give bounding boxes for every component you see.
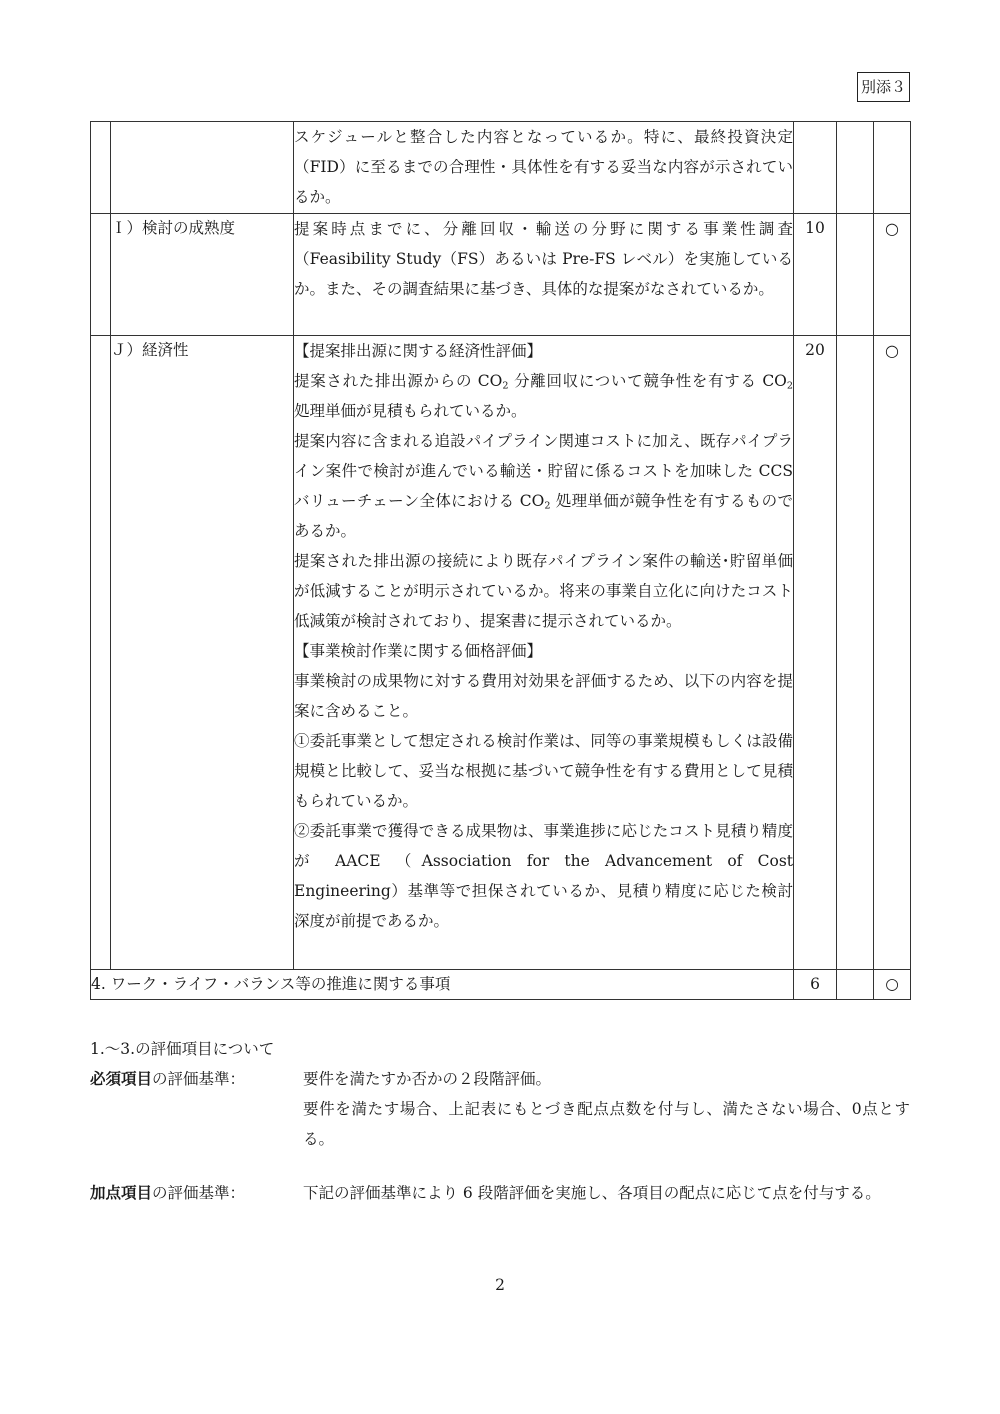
notes-intro: 1.～3.の評価項目について bbox=[90, 1040, 275, 1058]
criteria-text: スケジュールと整合した内容となっているか。特に、最終投資決定（FID）に至るまでの合理性・具体性を有する妥当な内容が示されているか。 bbox=[294, 128, 793, 206]
criteria-text: 提案時点までに、分離回収・輸送の分野に関する事業性調査（Feasibility Study（FS）あるいは Pre-FS レベル）を実施しているか。また、その調査結果に基づき、具体的な提案がなされているか。 bbox=[294, 220, 793, 298]
mandatory-criteria bbox=[90, 1064, 920, 1154]
indent-cell bbox=[91, 122, 111, 214]
criteria-paragraph: 提案内容に含まれる追設パイプライン関連コストに加え、既存パイプライン案件で検討が進んでいる輸送・貯留に係るコストを加味した CCS バリューチェーン全体における $CO_2$ 処理単価が競争性を有するものであるか。 bbox=[294, 432, 793, 540]
mandatory-label: 必須項目の評価基準： bbox=[90, 1069, 246, 1088]
mandatory-description: 要件を満たすか否かの２段階評価。 要件を満たす場合、上記表にもとづき配点点数を付与し、満たさない場合、0点とする。 bbox=[303, 1070, 910, 1148]
criteria-paragraph: ①委託事業として想定される検討作業は、同等の事業規模もしくは設備規模と比較して、妥当な根拠に基づいて競争性を有する費用として見積もられているか。 bbox=[294, 732, 793, 810]
mandatory-cell bbox=[837, 122, 874, 214]
criteria-cell bbox=[294, 214, 794, 336]
criteria-cell bbox=[294, 336, 794, 970]
indent-cell bbox=[91, 336, 111, 970]
criteria-paragraph: 提案された排出源からの $CO_2$ 分離回収について競争性を有する $CO_2$ 処理単価が見積もられているか。 bbox=[294, 372, 793, 420]
criteria-heading: 【提案排出源に関する経済性評価】 bbox=[294, 342, 543, 360]
bonus-description: 下記の評価基準により 6 段階評価を実施し、各項目の配点に応じて点を付与する。 bbox=[303, 1184, 881, 1202]
criteria-cell bbox=[294, 122, 794, 214]
table-row-h-continued bbox=[91, 122, 911, 214]
bonus-mark: ○ bbox=[874, 336, 911, 970]
table-row-j bbox=[91, 336, 911, 970]
bonus-cell bbox=[874, 122, 911, 214]
bonus-mark: ○ bbox=[874, 214, 911, 336]
annex-label: 別添３ bbox=[857, 72, 910, 102]
page-number: 2 bbox=[495, 1276, 505, 1294]
item-label: Ｊ）経済性 bbox=[111, 336, 294, 970]
item-label-cell bbox=[111, 122, 294, 214]
bonus-mark: ○ bbox=[874, 970, 911, 1000]
criteria-paragraph: 事業検討の成果物に対する費用対効果を評価するため、以下の内容を提案に含めること。 bbox=[294, 672, 793, 720]
bonus-criteria bbox=[90, 1178, 920, 1208]
points-cell bbox=[794, 122, 837, 214]
mandatory-cell bbox=[837, 336, 874, 970]
points-value: 6 bbox=[794, 970, 837, 1000]
indent-cell bbox=[91, 214, 111, 336]
evaluation-table bbox=[90, 121, 911, 1000]
points-value: 20 bbox=[794, 336, 837, 970]
section-label: 4. ワーク・ライフ・バランス等の推進に関する事項 bbox=[91, 970, 794, 1000]
points-value: 10 bbox=[794, 214, 837, 336]
evaluation-notes bbox=[90, 1034, 920, 1208]
mandatory-cell bbox=[837, 970, 874, 1000]
criteria-heading: 【事業検討作業に関する価格評価】 bbox=[294, 642, 543, 660]
criteria-paragraph: 提案された排出源の接続により既存パイプライン案件の輸送･貯留単価が低減することが明示されているか。将来の事業自立化に向けたコスト低減策が検討されており、提案書に提示されているか。 bbox=[294, 552, 793, 630]
mandatory-cell bbox=[837, 214, 874, 336]
bonus-label: 加点項目の評価基準： bbox=[90, 1183, 246, 1202]
table-row-i bbox=[91, 214, 911, 336]
item-label: Ｉ）検討の成熟度 bbox=[111, 214, 294, 336]
criteria-paragraph: ②委託事業で獲得できる成果物は、事業進捗に応じたコスト見積り精度が AACE （Association for the Advancement of Cost Engineering）基準等で担保されているか、見積り精度に応じた検討深度が前提であるか。 bbox=[294, 822, 793, 930]
table-row-4 bbox=[91, 970, 911, 1000]
